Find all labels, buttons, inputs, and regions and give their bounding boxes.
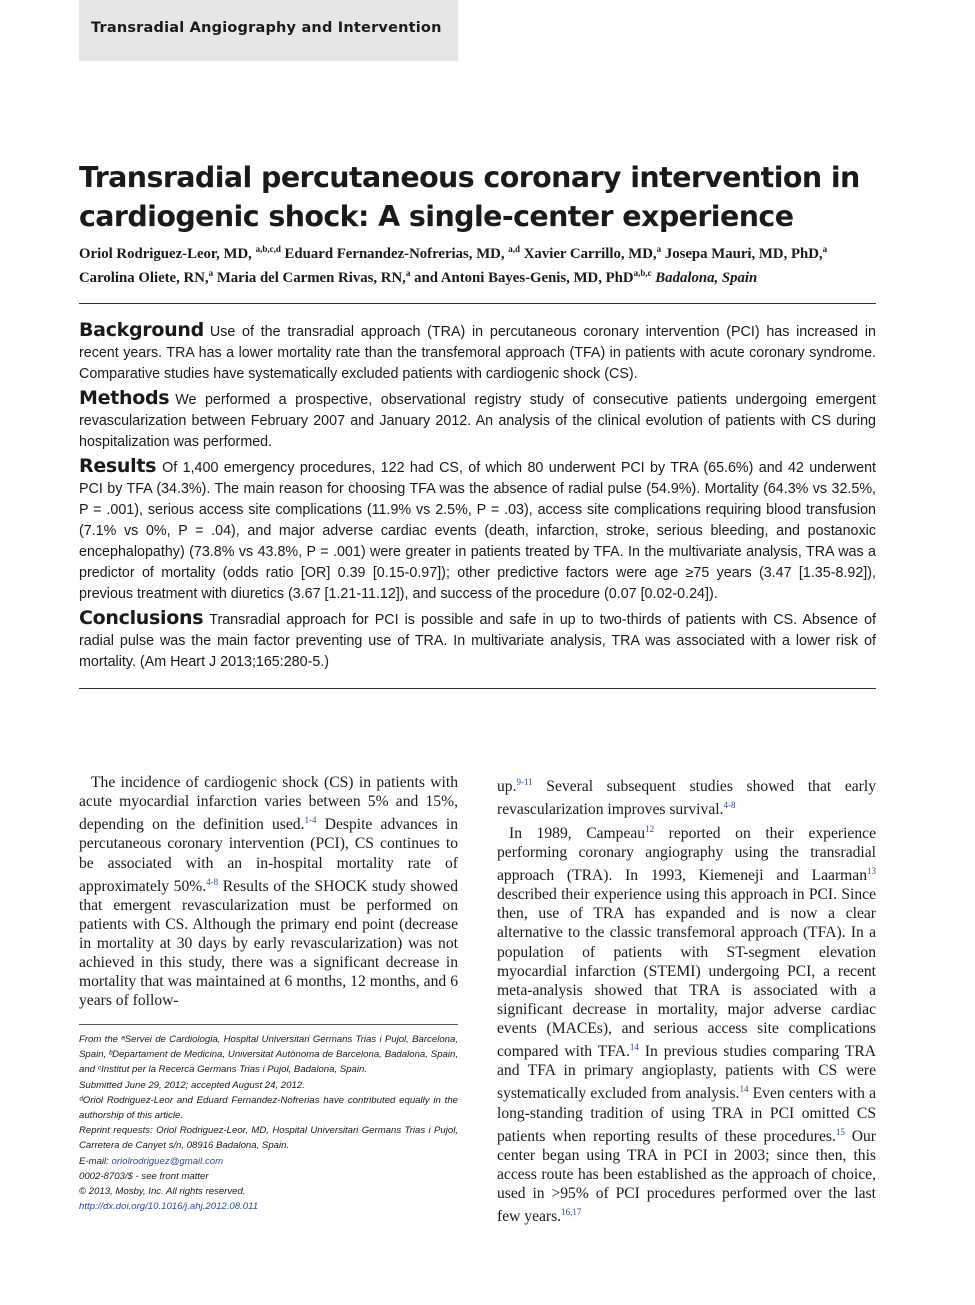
body-text: In previous studies comparing TRA and TFA in primary angioplasty, patients with CS were systematically excluded from analysis. [497, 1043, 877, 1103]
author-affiliation: a,b,c,d [255, 244, 281, 254]
section-tag [79, 0, 458, 61]
abstract-conclusions [79, 608, 876, 673]
abstract [79, 320, 876, 676]
abstract-text: Of 1,400 emergency procedures, 122 had CS, of which 80 underwent PCI by TRA (65.6%) and 42 underwent PCI by TFA (34.3%). The main reason for choosing TFA was the absence of radial pulse (54.9%). Mortality (64.3% vs 32.5%, P = .001), serious access site complications (11.9% vs 2.5%, P = .03), access site complications requiring blood transfusion (7.1% vs 0%, P = .04), and major adverse cardiac events (death, infarction, stroke, serious bleeding, and postanoxic encephalopathy) (73.8% vs 43.8%, P = .001) were greater in patients treated by TFA. In the multivariate analysis, TRA was a predictor of mortality (odds ratio [OR] 0.39 [0.15-0.97]); other predictive factors were age ≥75 years (3.47 [1.35-8.92]), previous treatment with diuretics (3.67 [1.21-11.12]), and success of the procedure (0.07 [0.02-0.24]). [79, 460, 876, 602]
author-affiliation: a [208, 267, 214, 278]
abstract-text: We performed a prospective, observational registry study of consecutive patients undergoing emergent revascularization between February 2007 and January 2012. An analysis of the clinical evolution of patients with CS during hospitalization was performed. [79, 392, 876, 450]
abstract-heading: Results [79, 455, 157, 477]
body-paragraph [79, 773, 458, 1011]
footnote-submitted: Submitted June 29, 2012; accepted August 24, 2012. [79, 1079, 305, 1091]
body-column-right [497, 773, 876, 1227]
author-name: and Antoni Bayes-Genis, MD, PhD [414, 269, 634, 286]
citation-link[interactable]: 4-8 [206, 876, 219, 887]
footnote-issn: 0002-8703/$ - see front matter [79, 1170, 209, 1182]
citation-link[interactable]: 15 [835, 1126, 845, 1137]
citation-link[interactable]: 1-4 [304, 815, 317, 826]
citation-link[interactable]: 13 [867, 865, 876, 876]
author-affiliation: a [656, 244, 662, 254]
footnote-affiliations: From the ᵃServei de Cardiologia, Hospital Universitari Germans Trias i Pujol, Barcelona, Spain, ᵇDepartament de Medicina, Universitat Autònoma de Barcelona, Badalona, Spain, and ᶜInstitut per la Recerca Germans Trias i Pujol, Badalona, Spain. [79, 1034, 458, 1076]
body-text: In 1989, Campeau [509, 824, 646, 842]
article-title: Transradial percutaneous coronary intervention in cardiogenic shock: A single-center experience [79, 161, 860, 233]
author-name: Eduard Fernandez-Nofrerias, MD, [284, 245, 505, 262]
citation-link[interactable]: 4-8 [723, 800, 736, 811]
author-affiliation: a [405, 267, 411, 278]
body-text: The incidence of cardiogenic shock (CS) in patients with acute myocardial infarction varies between 5% and 15%, depending on the definition used. [79, 774, 458, 834]
abstract-methods [79, 388, 876, 453]
footnote-reprint: Reprint requests: Oriol Rodriguez-Leor, MD, Hospital Universitari Germans Trias i Pujol, Carretera de Canyet s/n, 08916 Badalona, Spain. [79, 1125, 458, 1152]
abstract-top-divider [79, 303, 876, 304]
section-label: Transradial Angiography and Intervention [91, 20, 442, 36]
body-column-left [79, 773, 458, 1011]
footnotes [79, 1032, 458, 1214]
author-affiliation: a,b,c [633, 267, 652, 278]
abstract-results [79, 456, 876, 605]
body-paragraph [497, 773, 876, 820]
author-name: Maria del Carmen Rivas, RN, [216, 269, 406, 286]
citation-link[interactable]: 16,17 [561, 1207, 582, 1218]
footnote-email [79, 1154, 458, 1169]
doi-link[interactable]: http://dx.doi.org/10.1016/j.ahj.2012.08.011 [79, 1201, 259, 1213]
abstract-heading: Methods [79, 387, 170, 409]
body-text: Our center began using TRA in PCI in 2003; since then, this access route has been established as the approach of choice, used in >95% of PCI procedures performed over the last few years. [497, 1127, 877, 1226]
body-text: described their experience using this approach in PCI. Since then, use of TRA has expanded and is now a clear alternative to the classic transfemoral approach (TFA). In a population of patients with ST-segment elevation myocardial infarction (STEMI) undergoing PCI, a recent meta-analysis showed that TRA is associated with a significant decrease in mortality, major adverse cardiac events (MACEs), and serious access site complications compared with TFA. [497, 886, 876, 1061]
footnote-copyright: © 2013, Mosby, Inc. All rights reserved. [79, 1186, 246, 1198]
abstract-heading: Background [79, 319, 204, 341]
email-label: E-mail: [79, 1155, 112, 1167]
body-text: up. [497, 778, 517, 796]
author-list [79, 240, 876, 288]
abstract-background [79, 320, 876, 385]
abstract-text: Transradial approach for PCI is possible and safe in up to two-thirds of patients with CS. Absence of radial pulse was the main factor preventing use of TRA. In multivariate analysis, TRA was associated with a lower risk of mortality. (Am Heart J 2013;165:280-5.) [79, 612, 876, 670]
author-affiliation: a [822, 244, 828, 254]
body-text: Several subsequent studies showed that early revascularization improves survival. [497, 778, 876, 819]
author-name: Xavier Carrillo, MD, [523, 245, 657, 262]
abstract-text: Use of the transradial approach (TRA) in percutaneous coronary intervention (PCI) has increased in recent years. TRA has a lower mortality rate than the transfemoral approach (TFA) in patients with acute coronary syndrome. Comparative studies have systematically excluded patients with cardiogenic shock (CS). [79, 324, 876, 382]
citation-link[interactable]: 12 [645, 823, 655, 834]
author-name: Josepa Mauri, MD, PhD, [664, 245, 823, 262]
abstract-bottom-divider [79, 688, 876, 689]
footnote-divider [79, 1024, 458, 1025]
author-name: Carolina Oliete, RN, [79, 269, 209, 286]
footnote-equal-contribution: ᵈOriol Rodriguez-Leor and Eduard Fernandez-Nofrerias have contributed equally in the authorship of this article. [79, 1094, 458, 1122]
citation-link[interactable]: 14 [739, 1084, 749, 1095]
body-text: Results of the SHOCK study showed that emergent revascularization must be performed on patients with CS. Although the primary end point (decrease in mortality at 30 days by early revascularization) was not achieved in this study, there was a significant decrease in mortality that was maintained at 6 months, 12 months, and 6 years of follow- [79, 877, 458, 1010]
citation-link[interactable]: 9-11 [516, 777, 533, 787]
body-paragraph [497, 820, 876, 1227]
author-affiliation: a,d [508, 244, 521, 254]
citation-link[interactable]: 14 [629, 1041, 639, 1052]
author-location: Badalona, Spain [655, 269, 758, 286]
body-text: reported on their experience performing coronary angiography using the transradial approach (TRA). In 1993, Kiemeneji and Laarman [497, 824, 876, 885]
abstract-heading: Conclusions [79, 607, 204, 629]
body-text: Despite advances in percutaneous coronary intervention (PCI), CS continues to be associated with an in-hospital mortality rate of approximately 50%. [79, 816, 458, 895]
body-text: Even centers with a long-standing tradition of using TRA in PCI omitted CS patients when reporting results of these procedures. [497, 1085, 876, 1145]
email-link[interactable]: oriolrodriguez@gmail.com [111, 1155, 224, 1167]
author-name: Oriol Rodriguez-Leor, MD, [79, 245, 252, 262]
